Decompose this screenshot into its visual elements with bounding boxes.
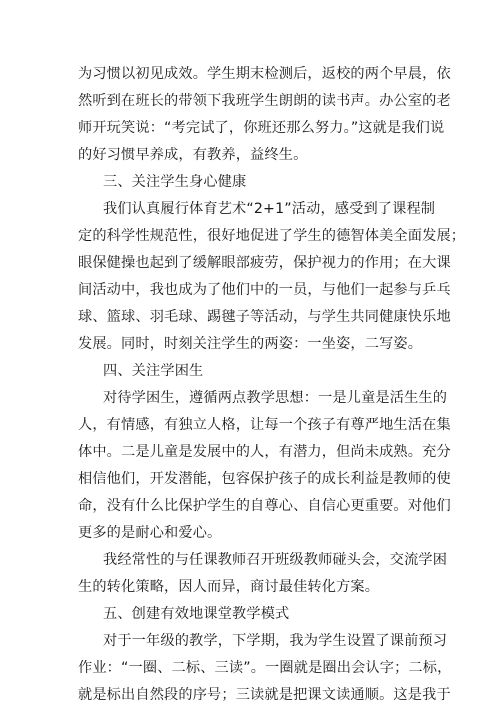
text-line-7: 定的科学性规范性，很好地促进了学生的德智体美全面发展； [78, 228, 466, 244]
section-heading-4: 四、关注学困生 [103, 363, 204, 379]
text-line-4: 的好习惯早养成，有教养，益终生。 [78, 147, 308, 163]
text-line-1: 为习惯以初见成效。学生期末检测后，返校的两个早晨，依 [78, 66, 451, 82]
text-line-11: 发展。同时，时刻关注学生的两姿：一坐姿，二写姿。 [78, 336, 423, 352]
text-line-3: 师开玩笑说：“考完试了，你班还那么努力。”这就是我们说 [78, 120, 445, 136]
paragraph-start-line: 对于一年级的教学，下学期，我为学生设置了课前预习 [103, 633, 448, 649]
text-line-15: 体中。二是儿童是发展中的人，有潜力，但尚未成熟。充分 [78, 444, 451, 460]
paragraph-start-line: 我们认真履行体育艺术“2+1”活动，感受到了课程制 [103, 201, 436, 217]
text-line-17: 命，没有什么比保护学生的自尊心、自信心更重要。对他们 [78, 498, 451, 514]
text-line-8: 眼保健操也起到了缓解眼部疲劳，保护视力的作用；在大课 [78, 255, 451, 271]
text-line-24: 就是标出自然段的序号；三读就是把课文读通顺。这是我于 [78, 687, 451, 703]
paragraph-start-line: 我经常性的与任课教师召开班级教师碰头会，交流学困 [103, 552, 448, 568]
text-line-9: 间活动中，我也成为了他们中的一员，与他们一起参与乒乓 [78, 282, 451, 298]
text-line-10: 球、篮球、羽毛球、踢毽子等活动，与学生共同健康快乐地 [78, 309, 451, 325]
text-line-23: 作业：“一圈、二标、三读”。一圈就是圈出会认字；二标， [78, 660, 452, 676]
text-line-2: 然听到在班长的带领下我班学生朗朗的读书声。办公室的老 [78, 93, 451, 109]
paragraph-start-line: 对待学困生，遵循两点教学思想：一是儿童是活生生的 [103, 390, 448, 406]
section-heading-5: 五、创建有效地课堂教学模式 [103, 606, 290, 622]
text-line-18: 更多的是耐心和爱心。 [78, 525, 222, 541]
section-heading-3: 三、关注学生身心健康 [103, 174, 247, 190]
text-line-20: 生的转化策略，因人而异，商讨最佳转化方案。 [78, 579, 380, 595]
text-line-16: 相信他们，开发潜能，包容保护孩子的成长利益是教师的使 [78, 471, 451, 487]
text-line-14: 人，有情感，有独立人格，让每一个孩子有尊严地生活在集 [78, 417, 451, 433]
